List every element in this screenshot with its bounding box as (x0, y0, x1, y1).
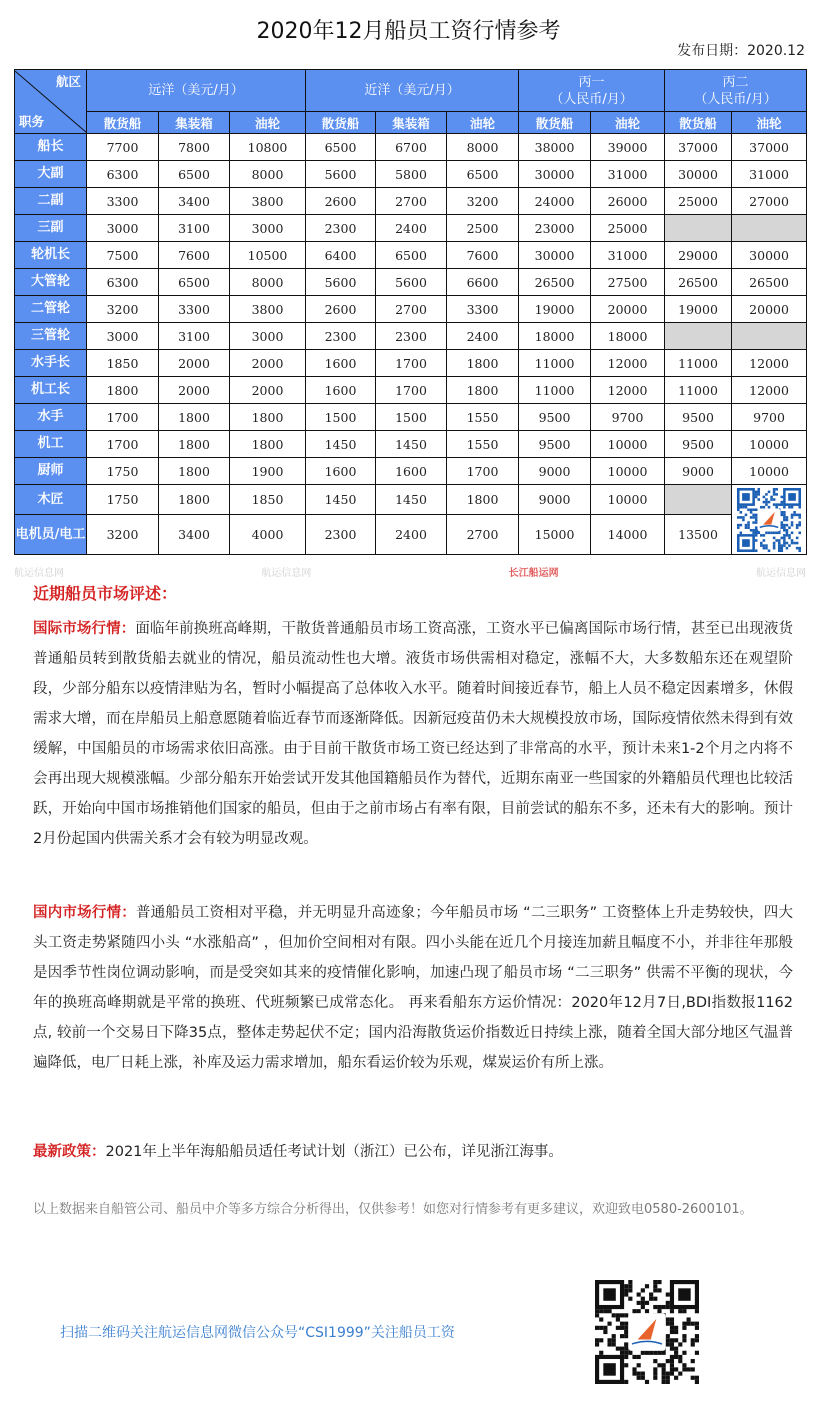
wage-cell (665, 485, 732, 515)
wage-cell: 1850 (87, 350, 159, 377)
wage-cell: 3100 (159, 215, 230, 242)
wage-cell: 26500 (732, 269, 807, 296)
vessel-type-header: 集装箱 (159, 112, 230, 134)
wage-cell (732, 323, 807, 350)
wage-cell: 9700 (732, 404, 807, 431)
wage-cell: 2700 (376, 296, 447, 323)
wage-cell: 2400 (447, 323, 519, 350)
wage-cell: 3200 (87, 515, 159, 555)
watermark-text: 航运信息网 (755, 568, 806, 579)
policy-text: 2021年上半年海船船员适任考试计划（浙江）已公布，详见浙江海事。 (105, 1144, 563, 1160)
wage-cell: 3400 (159, 188, 230, 215)
wage-cell: 2400 (376, 515, 447, 555)
wage-cell: 37000 (732, 134, 807, 161)
wage-cell: 2000 (230, 350, 306, 377)
wage-cell: 1600 (306, 350, 376, 377)
wage-cell: 3800 (230, 296, 306, 323)
wage-cell: 8000 (447, 134, 519, 161)
wage-cell: 6700 (376, 134, 447, 161)
wage-cell: 10000 (591, 431, 665, 458)
vessel-type-header: 散货船 (519, 112, 591, 134)
wage-cell: 1450 (376, 431, 447, 458)
wage-cell: 10500 (230, 242, 306, 269)
region-header-bing1 (519, 70, 665, 112)
wage-cell: 2300 (306, 515, 376, 555)
corner-label-region: 航区 (55, 73, 81, 89)
wage-cell: 1800 (447, 350, 519, 377)
policy-label: 最新政策： (33, 1144, 106, 1160)
vessel-type-header: 散货船 (665, 112, 732, 134)
position-label: 大副 (15, 161, 87, 188)
position-label: 船长 (15, 134, 87, 161)
wage-cell: 12000 (732, 377, 807, 404)
wage-cell: 1800 (159, 485, 230, 515)
position-label: 大管轮 (15, 269, 87, 296)
wage-cell: 10000 (591, 458, 665, 485)
wage-cell: 1700 (87, 404, 159, 431)
vessel-type-header: 散货船 (87, 112, 159, 134)
big-watermark: 长江船运网 (508, 568, 559, 579)
wage-cell: 9000 (665, 458, 732, 485)
position-label: 水手 (15, 404, 87, 431)
publish-date: 发布日期：2020.12 (677, 43, 805, 59)
wage-cell: 12000 (591, 377, 665, 404)
wage-cell: 6300 (87, 161, 159, 188)
wage-cell: 11000 (665, 350, 732, 377)
vessel-type-header: 油轮 (230, 112, 306, 134)
wage-cell: 19000 (519, 296, 591, 323)
wage-cell: 2000 (159, 350, 230, 377)
wage-cell: 9000 (519, 485, 591, 515)
position-label: 三管轮 (15, 323, 87, 350)
wage-cell: 2500 (447, 215, 519, 242)
wage-cell: 1450 (306, 485, 376, 515)
wage-cell: 14000 (591, 515, 665, 555)
wage-cell: 24000 (519, 188, 591, 215)
wage-cell: 1450 (376, 485, 447, 515)
vessel-type-header: 油轮 (591, 112, 665, 134)
wage-cell: 25000 (665, 188, 732, 215)
wage-cell: 27000 (732, 188, 807, 215)
wage-cell: 2700 (447, 515, 519, 555)
wage-cell: 1700 (87, 431, 159, 458)
wage-cell: 1800 (159, 431, 230, 458)
wage-cell: 1600 (376, 458, 447, 485)
wage-table (14, 69, 807, 555)
wage-cell: 1500 (306, 404, 376, 431)
wage-cell: 7600 (447, 242, 519, 269)
domestic-market-paragraph (33, 898, 793, 1078)
wage-cell: 12000 (732, 350, 807, 377)
domestic-market-text: 普通船员工资相对平稳，并无明显升高迹象；今年船员市场 “二三职务” 工资整体上升走势较快，四大头工资走势紧随四小头 “水涨船高” ，但加价空间相对有限。四小头能在近几个月接连加薪且幅度不小，并非往年那般是因季节性岗位调动影响，而是受突如其来的疫情催化影响，加速凸现了船员市场 “二三职务” 供需不平衡的现状，今年的换班高峰期就是平常的换班、代班频繁已成常态化。 再来看船东方运价情况：2020年12月7日,BDI指数报1162点, 较前一个交易日下降35点，整体走势起伏不定；国内沿海散货运价指数近日持续上涨，随着全国大部分地区气温普遍降低，电厂日耗上涨，补库及运力需求增加，船东看运价较为乐观，煤炭运价有所上涨。 (33, 905, 793, 1071)
wage-cell: 1850 (230, 485, 306, 515)
position-label: 三副 (15, 215, 87, 242)
wage-cell: 1500 (376, 404, 447, 431)
vessel-type-header: 油轮 (447, 112, 519, 134)
wage-cell: 1550 (447, 431, 519, 458)
wage-cell: 1800 (87, 377, 159, 404)
wage-cell: 3200 (447, 188, 519, 215)
watermark-strip (14, 567, 806, 581)
wage-cell: 13500 (665, 515, 732, 555)
wage-cell (665, 215, 732, 242)
table-row (15, 431, 807, 458)
wage-cell: 6300 (87, 269, 159, 296)
position-label: 木匠 (15, 485, 87, 515)
corner-label-position: 职务 (19, 113, 45, 129)
region-header-bing2-line2: （人民币/月） (694, 91, 777, 107)
wage-cell: 5600 (376, 269, 447, 296)
wage-cell: 1750 (87, 458, 159, 485)
follow-prompt: 扫描二维码关注航运信息网微信公众号“CSI1999”关注船员工资 (60, 1325, 455, 1341)
wage-cell: 10000 (591, 485, 665, 515)
wage-cell: 7600 (159, 242, 230, 269)
wage-cell: 18000 (519, 323, 591, 350)
wage-cell: 30000 (665, 161, 732, 188)
wage-cell: 3100 (159, 323, 230, 350)
position-label: 机工 (15, 431, 87, 458)
footer-qr-code-image[interactable] (595, 1280, 699, 1384)
wage-cell: 1450 (306, 431, 376, 458)
wage-cell: 37000 (665, 134, 732, 161)
wage-cell: 5600 (306, 161, 376, 188)
wage-cell: 20000 (732, 296, 807, 323)
position-label: 机工长 (15, 377, 87, 404)
wage-cell: 2600 (306, 296, 376, 323)
wage-cell: 1800 (159, 404, 230, 431)
domestic-market-label: 国内市场行情： (33, 905, 136, 921)
wage-cell: 6400 (306, 242, 376, 269)
vessel-type-header: 油轮 (732, 112, 807, 134)
table-row (15, 458, 807, 485)
position-label: 二副 (15, 188, 87, 215)
wage-cell: 2300 (306, 215, 376, 242)
wage-cell: 1700 (376, 350, 447, 377)
table-row (15, 515, 807, 555)
table-row (15, 188, 807, 215)
wage-cell: 26500 (665, 269, 732, 296)
wage-cell: 1800 (230, 404, 306, 431)
wage-cell: 31000 (591, 161, 665, 188)
wage-cell: 6600 (447, 269, 519, 296)
wage-cell: 10800 (230, 134, 306, 161)
wage-cell: 1800 (447, 377, 519, 404)
corner-header-cell (15, 70, 87, 134)
wage-cell: 31000 (591, 242, 665, 269)
position-label: 电机员/电工 (15, 515, 87, 555)
wage-cell: 1550 (447, 404, 519, 431)
wage-cell: 1800 (447, 485, 519, 515)
vessel-type-header: 集装箱 (376, 112, 447, 134)
table-row (15, 404, 807, 431)
region-header-bing2 (665, 70, 807, 112)
wage-cell: 11000 (519, 377, 591, 404)
wage-cell: 3400 (159, 515, 230, 555)
wage-cell: 1800 (159, 458, 230, 485)
wage-cell: 30000 (732, 242, 807, 269)
position-label: 水手长 (15, 350, 87, 377)
wage-cell: 27500 (591, 269, 665, 296)
wage-cell: 3300 (159, 296, 230, 323)
wage-cell: 3800 (230, 188, 306, 215)
source-note: 以上数据来自船管公司、船员中介等多方综合分析得出，仅供参考！如您对行情参考有更多建议，欢迎致电0580-2600101。 (33, 1202, 753, 1217)
region-header-bing1-line1: 丙一 (578, 74, 605, 90)
position-label: 轮机长 (15, 242, 87, 269)
wage-cell: 9500 (665, 431, 732, 458)
wage-cell: 6500 (447, 161, 519, 188)
wage-cell: 3000 (87, 215, 159, 242)
wage-cell: 8000 (230, 269, 306, 296)
wage-cell: 23000 (519, 215, 591, 242)
wage-cell: 9500 (665, 404, 732, 431)
wage-cell: 1900 (230, 458, 306, 485)
table-row (15, 269, 807, 296)
wage-cell: 29000 (665, 242, 732, 269)
wage-cell: 2000 (159, 377, 230, 404)
wage-cell: 18000 (591, 323, 665, 350)
wage-cell: 19000 (665, 296, 732, 323)
region-header-bing1-line2: （人民币/月） (550, 91, 633, 107)
wage-cell: 3000 (230, 215, 306, 242)
wage-cell: 5800 (376, 161, 447, 188)
wage-cell (665, 323, 732, 350)
position-label: 二管轮 (15, 296, 87, 323)
watermark-text: 航运信息网 (14, 568, 64, 579)
wage-cell: 7500 (87, 242, 159, 269)
page-title: 2020年12月船员工资行情参考 (256, 19, 561, 44)
vessel-type-header: 散货船 (306, 112, 376, 134)
wage-cell: 15000 (519, 515, 591, 555)
table-qr-code-cell (732, 485, 807, 555)
wage-cell: 1600 (306, 377, 376, 404)
table-row (15, 296, 807, 323)
wage-cell: 11000 (519, 350, 591, 377)
international-market-label: 国际市场行情： (33, 621, 136, 637)
table-row (15, 323, 807, 350)
wage-cell: 9500 (519, 431, 591, 458)
wage-cell: 5600 (306, 269, 376, 296)
region-header-near-sea: 近洋（美元/月） (306, 70, 519, 112)
international-market-paragraph (33, 614, 793, 854)
table-row (15, 161, 807, 188)
wage-cell: 4000 (230, 515, 306, 555)
table-row (15, 485, 807, 515)
wage-cell: 2400 (376, 215, 447, 242)
wage-cell: 3000 (230, 323, 306, 350)
footer-qr-code[interactable] (595, 1278, 699, 1386)
wage-cell: 10000 (732, 458, 807, 485)
wage-cell: 6500 (159, 161, 230, 188)
wage-cell: 9000 (519, 458, 591, 485)
wage-cell: 31000 (732, 161, 807, 188)
table-row (15, 215, 807, 242)
wage-cell: 2600 (306, 188, 376, 215)
wage-cell: 30000 (519, 161, 591, 188)
watermark-text: 航运信息网 (261, 568, 312, 579)
table-row (15, 134, 807, 161)
table-row (15, 350, 807, 377)
table-qr-code[interactable] (737, 488, 801, 552)
wage-cell: 26000 (591, 188, 665, 215)
wage-cell: 26500 (519, 269, 591, 296)
wage-cell: 7800 (159, 134, 230, 161)
wage-cell: 9700 (591, 404, 665, 431)
wage-cell: 3200 (87, 296, 159, 323)
wage-cell: 38000 (519, 134, 591, 161)
wage-cell: 1800 (230, 431, 306, 458)
wage-cell: 1700 (376, 377, 447, 404)
policy-paragraph (33, 1137, 793, 1167)
wage-cell: 2300 (376, 323, 447, 350)
wage-cell: 12000 (591, 350, 665, 377)
region-header-ocean: 远洋（美元/月） (87, 70, 306, 112)
wage-cell: 20000 (591, 296, 665, 323)
wage-cell: 25000 (591, 215, 665, 242)
table-row (15, 377, 807, 404)
wage-cell: 1750 (87, 485, 159, 515)
wage-cell: 2300 (306, 323, 376, 350)
wage-cell: 6500 (306, 134, 376, 161)
wage-cell: 2000 (230, 377, 306, 404)
wage-cell: 1700 (447, 458, 519, 485)
wage-cell: 9500 (519, 404, 591, 431)
wage-cell: 30000 (519, 242, 591, 269)
wage-cell: 11000 (665, 377, 732, 404)
commentary-title: 近期船员市场评述： (33, 584, 178, 603)
wage-cell: 39000 (591, 134, 665, 161)
position-label: 厨师 (15, 458, 87, 485)
international-market-text: 面临年前换班高峰期，干散货普通船员市场工资高涨，工资水平已偏离国际市场行情，甚至已出现液货普通船员转到散货船去就业的情况，船员流动性也大增。液货市场供需相对稳定，涨幅不大，大多数船东还在观望阶段，少部分船东以疫情津贴为名，暂时小幅提高了总体收入水平。随着时间接近春节，船上人员不稳定因素增多，休假需求大增，而在岸船员上船意愿随着临近春节而逐渐降低。因新冠疫苗仍未大规模投放市场，国际疫情依然未得到有效缓解，中国船员的市场需求依旧高涨。由于目前干散货市场工资已经达到了非常高的水平，预计未来1-2个月之内将不会再出现大规模涨幅。少部分船东开始尝试开发其他国籍船员作为替代，近期东南亚一些国家的外籍船员代理也比较活跃，开始向中国市场推销他们国家的船员，但由于之前市场占有率有限，目前尝试的船东不多，还未有大的影响。预计2月份起国内供需关系才会有较为明显改观。 (33, 621, 794, 847)
wage-cell: 2700 (376, 188, 447, 215)
wage-cell: 3000 (87, 323, 159, 350)
wage-cell (732, 215, 807, 242)
wage-cell: 6500 (376, 242, 447, 269)
wage-cell: 6500 (159, 269, 230, 296)
wage-cell: 7700 (87, 134, 159, 161)
wage-cell: 3300 (87, 188, 159, 215)
table-row (15, 242, 807, 269)
wage-cell: 8000 (230, 161, 306, 188)
wage-cell: 1600 (306, 458, 376, 485)
region-header-bing2-line1: 丙二 (722, 74, 749, 90)
wage-cell: 10000 (732, 431, 807, 458)
wage-cell: 3300 (447, 296, 519, 323)
